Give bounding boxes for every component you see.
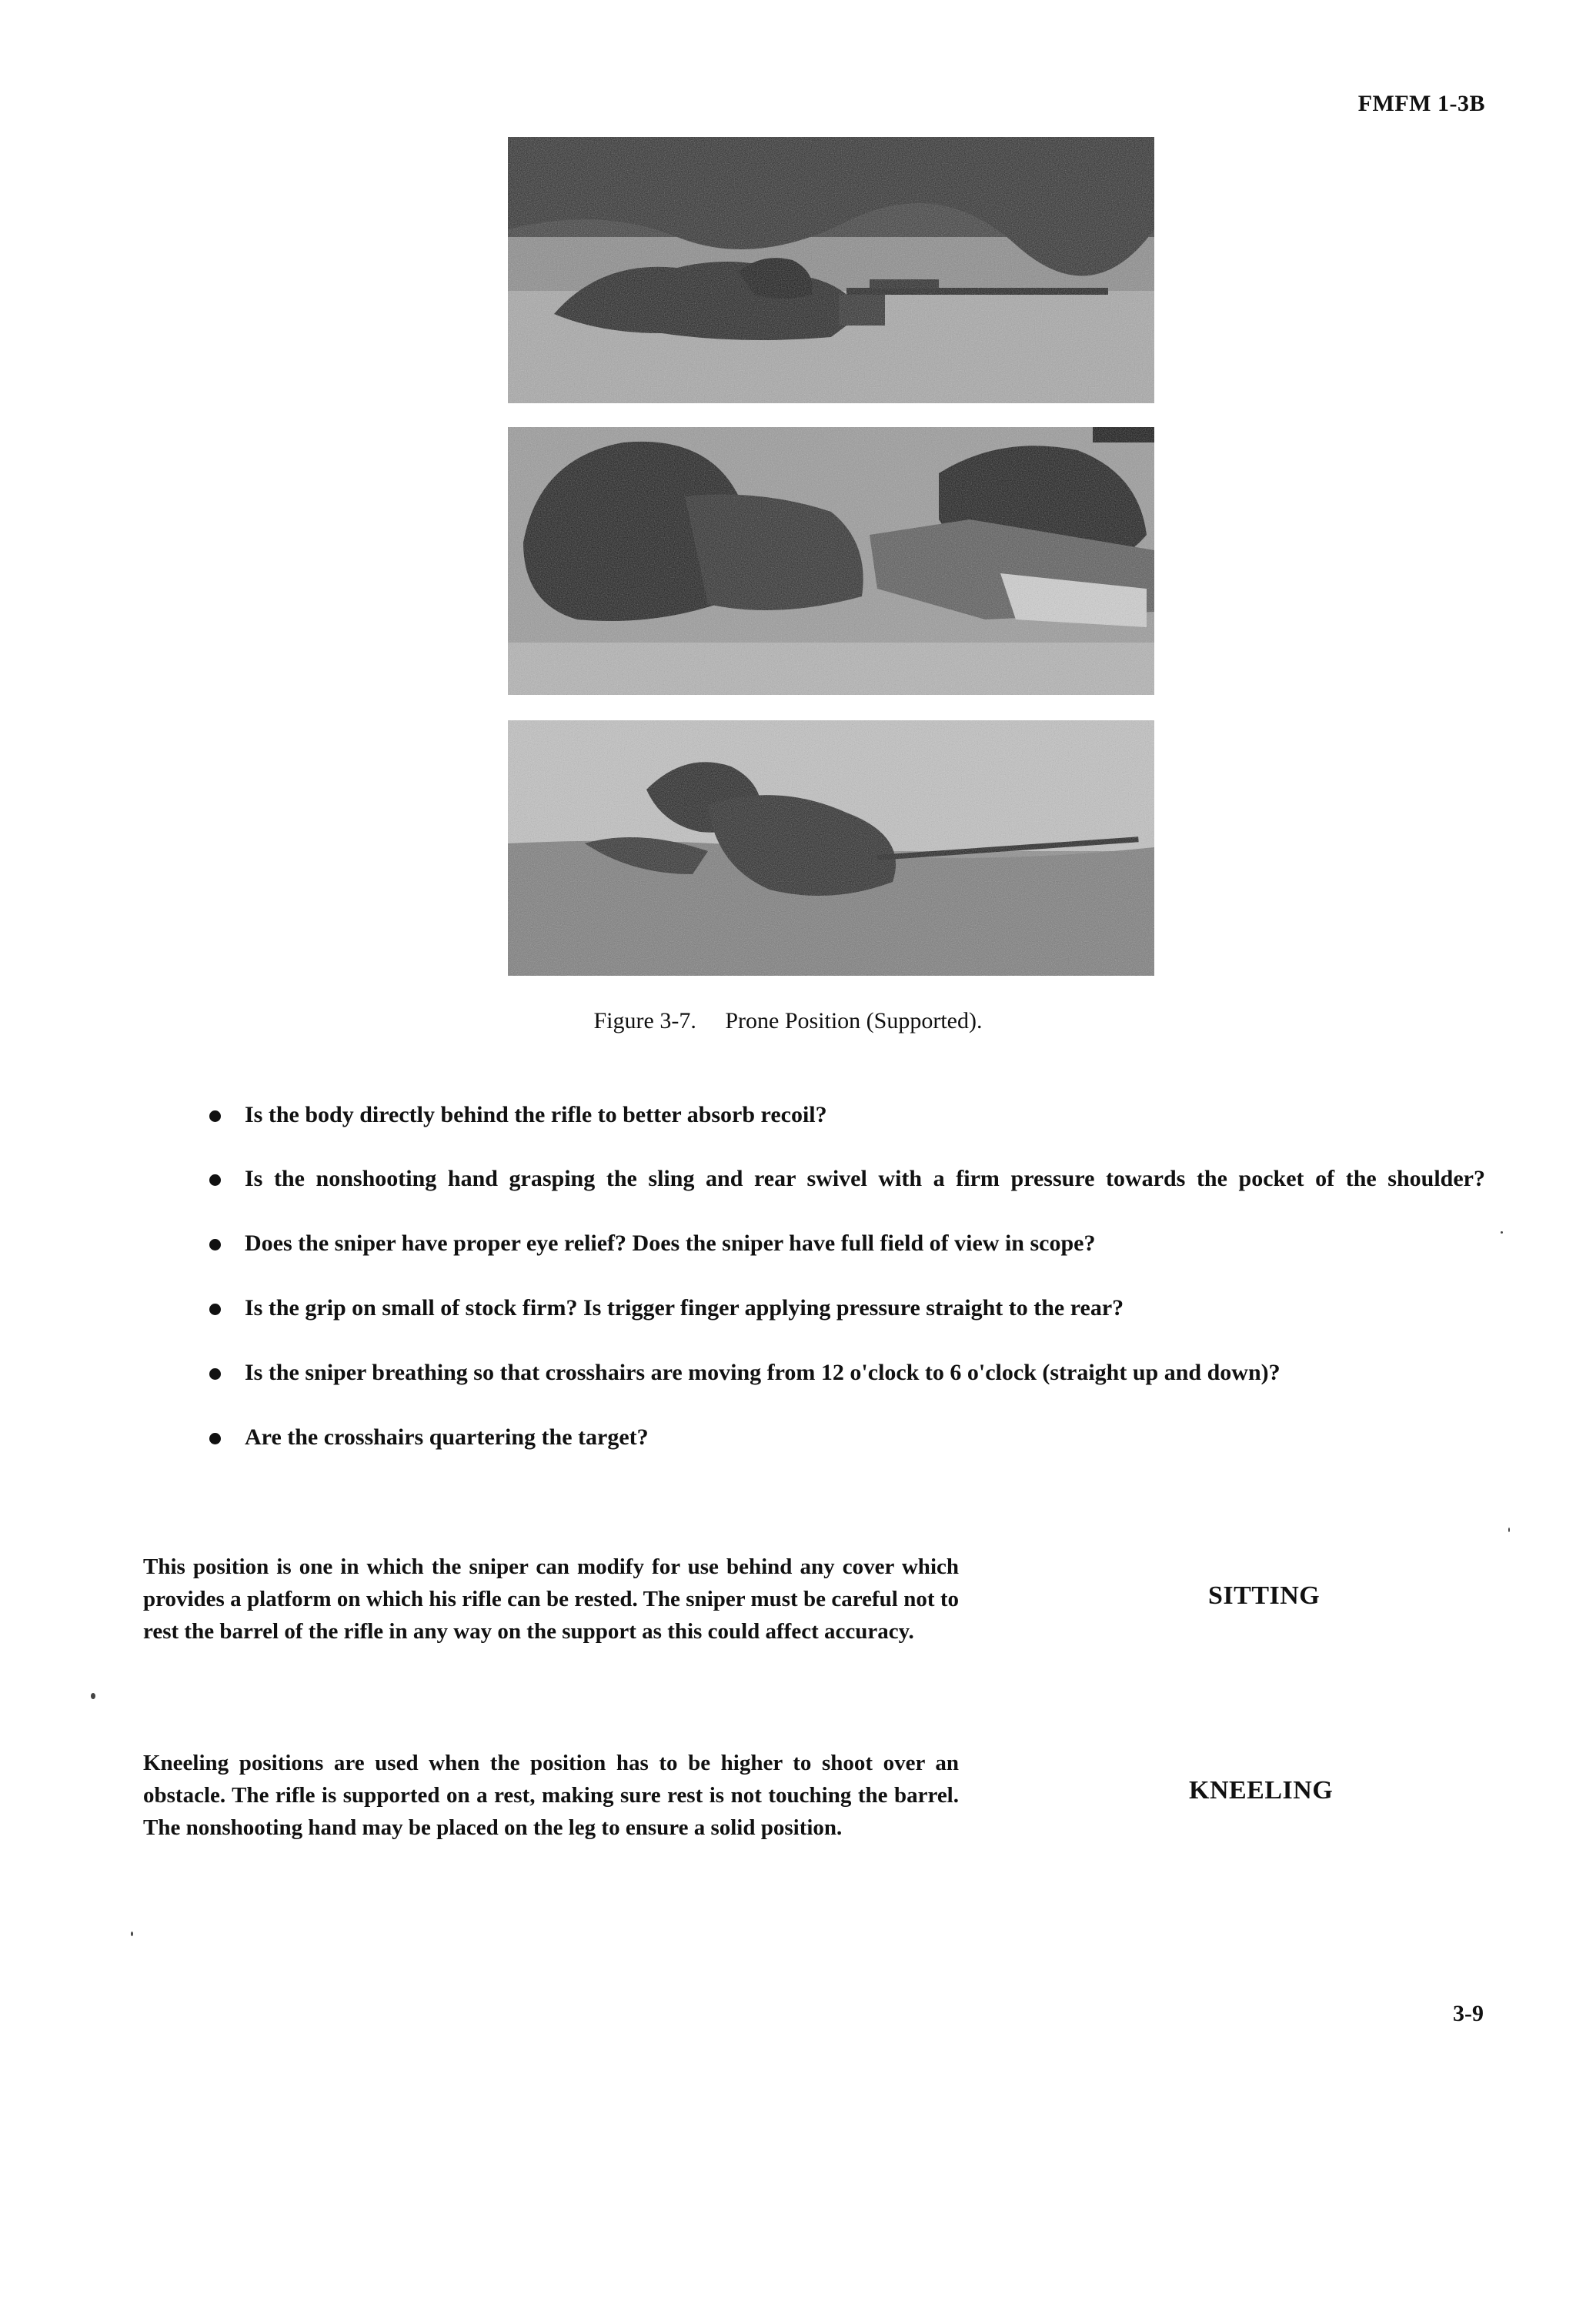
checklist-item-text: Are the crosshairs quartering the target? — [245, 1424, 649, 1450]
scan-speck — [131, 1932, 133, 1936]
scan-speck — [1501, 1231, 1503, 1234]
scan-speck — [91, 1693, 95, 1699]
bullet-icon — [209, 1110, 221, 1122]
document-code: FMFM 1-3B — [1357, 91, 1485, 116]
checklist-item-text: Is the nonshooting hand grasping the sling and rear swivel with a firm pressure towards the pocket of the shoulder? — [245, 1166, 1485, 1191]
figure-photo-side-view — [508, 137, 1154, 403]
page-number: 3-9 — [1453, 2001, 1484, 2026]
figure-photo-front-view — [508, 720, 1154, 976]
figure-caption-number: Figure 3-7. — [593, 1008, 696, 1033]
bullet-icon — [209, 1368, 221, 1380]
bullet-icon — [209, 1304, 221, 1315]
figure-caption-title: Prone Position (Supported). — [725, 1008, 983, 1033]
kneeling-heading: KNEELING — [1189, 1776, 1334, 1805]
figure-caption — [0, 1008, 1576, 1034]
bullet-icon — [209, 1239, 221, 1250]
sitting-paragraph: This position is one in which the sniper can modify for use behind any cover which provides a platform on which his rifle can be rested. The sniper must be careful not to rest the barrel of the rifle in any way on the support as this could affect accuracy. — [143, 1554, 959, 1644]
scan-speck — [1508, 1528, 1510, 1532]
sitting-heading: SITTING — [1208, 1581, 1321, 1610]
bullet-icon — [209, 1174, 221, 1186]
checklist-item-text: Is the body directly behind the rifle to better absorb recoil? — [245, 1102, 827, 1127]
bullet-icon — [209, 1433, 221, 1444]
figure-photo-rear-view — [508, 427, 1154, 695]
checklist-item-text: Does the sniper have proper eye relief? Does the sniper have full field of view in scope? — [245, 1230, 1096, 1256]
checklist-item-text: Is the grip on small of stock firm? Is trigger finger applying pressure straight to the rear? — [245, 1295, 1124, 1321]
checklist-item-text: Is the sniper breathing so that crosshairs are moving from 12 o'clock to 6 o'clock (straight up and down)? — [245, 1360, 1280, 1385]
kneeling-paragraph: Kneeling positions are used when the position has to be higher to shoot over an obstacle. The rifle is supported on a rest, making sure rest is not touching the barrel. The nonshooting hand may be placed on the leg to ensure a solid position. — [143, 1751, 959, 1840]
